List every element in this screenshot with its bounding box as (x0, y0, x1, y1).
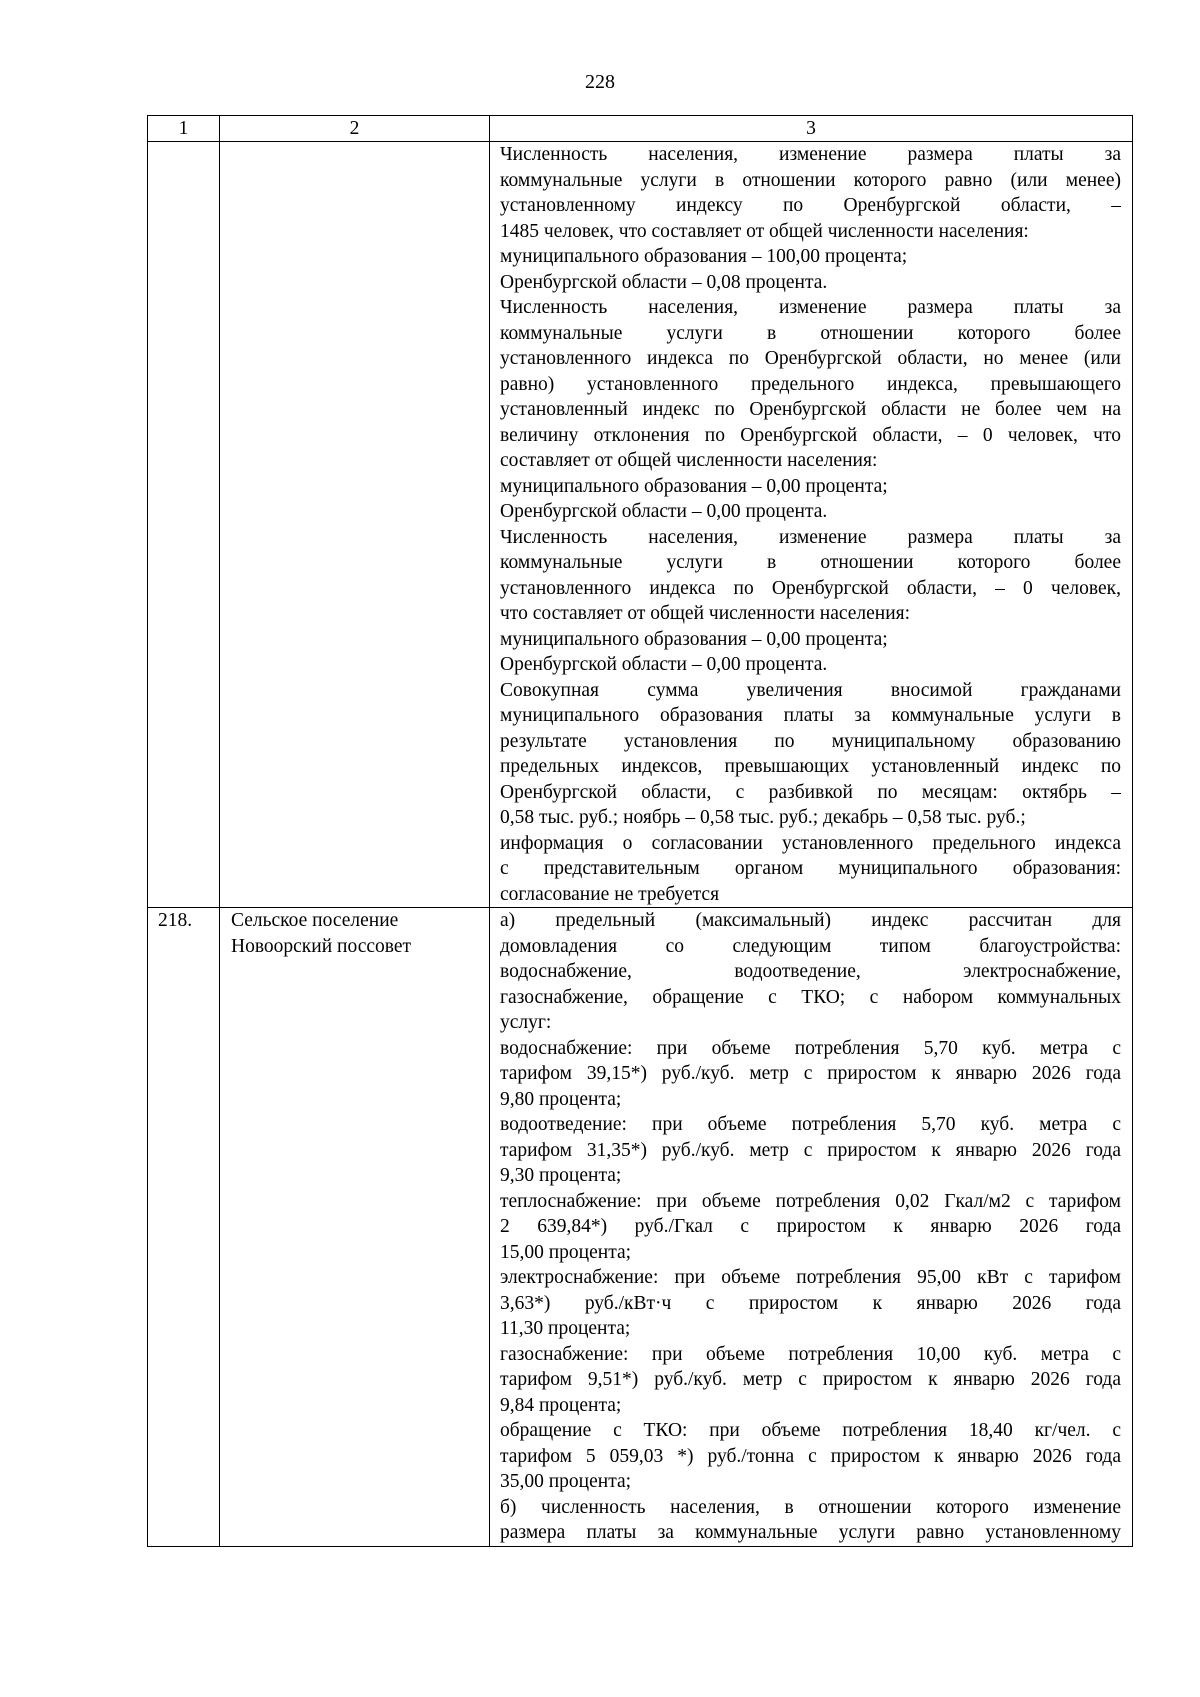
text-line: муниципального образования платы за коммунальные услуги в (500, 705, 1121, 726)
cell-number (148, 142, 220, 908)
text-line: равно) установленного предельного индекса, превышающего (500, 373, 1121, 395)
text-line: размера платы за коммунальные услуги равно установленному (500, 1522, 1121, 1543)
text-line: 2 639,84*) руб./Гкал с приростом к январю 2026 года (500, 1216, 1121, 1237)
text-line: тарифом 9,51*) руб./куб. метр с приростом к январю 2026 года (500, 1369, 1121, 1390)
cell-municipality (220, 908, 490, 1547)
text-line: 35,00 процента; (500, 1471, 632, 1492)
document-table (147, 115, 1133, 1547)
text-line: тарифом 5 059,03 *) руб./тонна с приростом к январю 2026 года (500, 1445, 1121, 1467)
text-line: Численность населения, изменение размера платы за (500, 144, 1121, 165)
column-header-2: 2 (220, 116, 490, 142)
text-line: теплоснабжение: при объеме потребления 0,02 Гкал/м2 с тарифом (500, 1190, 1121, 1212)
text-line: обращение с ТКО: при объеме потребления 18,40 кг/чел. с (500, 1420, 1121, 1441)
text-line: 3,63*) руб./кВт·ч с приростом к январю 2026 года (500, 1292, 1121, 1314)
table-header-row (148, 116, 1133, 142)
cell-description (490, 908, 1133, 1547)
text-line: б) численность населения, в отношении которого изменение (500, 1496, 1121, 1518)
text-line: предельных индексов, превышающих установленный индекс по (500, 756, 1121, 777)
text-line: коммунальные услуги в отношении которого более (500, 322, 1121, 344)
text-line: Оренбургской области – 0,00 процента. (500, 654, 828, 675)
text-line: тарифом 31,35*) руб./куб. метр с приростом к январю 2026 года (500, 1139, 1121, 1161)
text-line: Совокупная сумма увеличения вносимой гражданами (500, 679, 1121, 701)
text-line: Оренбургской области – 0,08 процента. (500, 271, 828, 293)
column-header-3: 3 (490, 116, 1133, 142)
text-line: услуг: (500, 1012, 552, 1033)
table-row-continuation (148, 142, 1133, 908)
text-line: Оренбургской области – 0,00 процента. (500, 501, 828, 522)
text-line: 11,30 процента; (500, 1318, 631, 1339)
column-header-1: 1 (148, 116, 220, 142)
text-line: информация о согласовании установленного предельного индекса (500, 832, 1121, 854)
text-line: установленному индексу по Оренбургской области, – (500, 195, 1121, 216)
text-line: установленного индекса по Оренбургской области, но менее (или (500, 348, 1121, 369)
text-line: газоснабжение, обращение с ТКО; с набором коммунальных (500, 986, 1121, 1008)
page-number: 228 (585, 71, 615, 93)
text-line: Численность населения, изменение размера платы за (500, 297, 1121, 318)
text-line: 1485 человек, что составляет от общей численности населения: (500, 220, 1029, 242)
text-line: с представительным органом муниципального образования: (500, 858, 1121, 879)
text-line: водоснабжение: при объеме потребления 5,70 куб. метра с (500, 1037, 1121, 1059)
text-line: Сельское поселение (231, 910, 399, 931)
text-line: установленный индекс по Оренбургской области не более чем на (500, 399, 1121, 420)
cell-description (490, 142, 1133, 908)
text-line: 9,80 процента; (500, 1088, 622, 1110)
text-line: составляет от общей численности населения: (500, 450, 878, 471)
text-line: величину отклонения по Оренбургской области, – 0 человек, что (500, 424, 1121, 446)
text-line: водоснабжение, водоотведение, электроснабжение, (500, 961, 1121, 982)
text-line: 0,58 тыс. руб.; ноябрь – 0,58 тыс. руб.; декабрь – 0,58 тыс. руб.; (500, 807, 1026, 828)
text-line: Новоорский поссовет (231, 935, 412, 957)
cell-municipality (220, 142, 490, 908)
text-line: результате установления по муниципальному образованию (500, 730, 1121, 752)
text-line: муниципального образования – 100,00 процента; (500, 246, 908, 267)
text-line: 9,30 процента; (500, 1165, 622, 1186)
table-row-218 (148, 908, 1133, 1547)
text-line: установленного индекса по Оренбургской области, – 0 человек, (500, 577, 1121, 599)
text-line: 9,84 процента; (500, 1394, 622, 1416)
text-line: муниципального образования – 0,00 процента; (500, 628, 888, 650)
text-line: а) предельный (максимальный) индекс рассчитан для (500, 910, 1121, 931)
cell-number: 218. (148, 908, 220, 1547)
text-line: что составляет от общей численности населения: (500, 603, 911, 624)
text-line: 15,00 процента; (500, 1241, 632, 1263)
text-line: коммунальные услуги в отношении которого более (500, 552, 1121, 573)
text-line: муниципального образования – 0,00 процента; (500, 475, 888, 497)
text-line: газоснабжение: при объеме потребления 10,00 куб. метра с (500, 1343, 1121, 1365)
text-line: тарифом 39,15*) руб./куб. метр с приростом к январю 2026 года (500, 1063, 1121, 1084)
text-line: согласование не требуется (500, 883, 720, 905)
text-line: коммунальные услуги в отношении которого равно (или менее) (500, 169, 1121, 191)
text-line: домовладения со следующим типом благоустройства: (500, 935, 1121, 957)
text-line: Оренбургской области, с разбивкой по месяцам: октябрь – (500, 781, 1121, 803)
text-line: водоотведение: при объеме потребления 5,70 куб. метра с (500, 1114, 1121, 1135)
text-line: электроснабжение: при объеме потребления 95,00 кВт с тарифом (500, 1267, 1121, 1288)
text-line: Численность населения, изменение размера платы за (500, 526, 1121, 548)
